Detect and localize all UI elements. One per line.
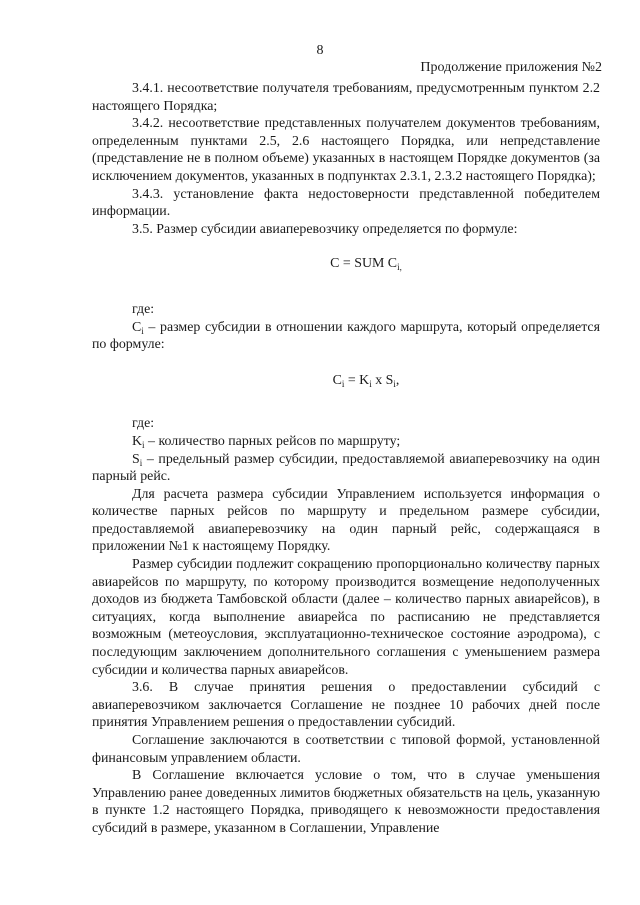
document-body	[92, 80, 600, 838]
page-number: 8	[316, 43, 324, 58]
definition-si: $S_i$ – предельный размер субсидии, предоставляемой авиаперевозчику на один парный рейс.	[92, 451, 600, 485]
paragraph-subsidy-reduction: Размер субсидии подлежит сокращению пропорционально количеству парных авиарейсов по маршруту, по которому производится возмещение недополученных доходов из бюджета Тамбовской области (далее – количество парных авиарейсов), в ситуациях, когда выполнение авиарейса по расписанию не представляется возможным (метеоусловия, эксплуатационно-техническое состояние аэродрома), с последующим заключением дополнительного соглашения с уменьшением размера субсидии и количества парных авиарейсов.	[92, 557, 600, 678]
paragraph-3-6: 3.6. В случае принятия решения о предоставлении субсидий с авиаперевозчиком заключается Соглашение не позднее 10 рабочих дней после принятия Управлением решения о предоставлении субсидий.	[92, 680, 600, 731]
paragraph-3-4-2: 3.4.2. несоответствие представленных получателем документов требованиям, определенным пунктами 2.5, 2.6 настоящего Порядка, или непредставление (представление не в полном объеме) указанных в настоящем Порядке документов (за исключением документов, указанных в подпунктах 2.3.1, 2.3.2 настоящего Порядка);	[92, 116, 600, 184]
appendix-label: Продолжение приложения №2	[420, 60, 602, 75]
paragraph-agreement-form: Соглашение заключаются в соответствии с типовой формой, установленной финансовым управлением области.	[92, 733, 600, 766]
paragraph-3-4-1: 3.4.1. несоответствие получателя требованиям, предусмотренным пунктом 2.2 настоящего Порядка;	[92, 81, 600, 114]
paragraph-3-5: 3.5. Размер субсидии авиаперевозчику определяется по формуле:	[132, 221, 518, 237]
where-label-1: где:	[132, 301, 155, 317]
where-label-2: где:	[132, 416, 155, 432]
formula-total-subsidy: C = SUM $C_{i,}$	[330, 256, 402, 273]
paragraph-3-4-3: 3.4.3. установление факта недостоверности представленной победителем информации.	[92, 186, 600, 220]
definition-ci: $C_i$ – размер субсидии в отношении каждого маршрута, который определяется по формуле:	[92, 319, 600, 353]
paragraph-calculation-info: Для расчета размера субсидии Управлением используется информация о количестве парных рейсов по маршруту и предельном размере субсидии, предоставляемой авиаперевозчику на один парный рейс, содержащаяся в приложении №1 к настоящему Порядку.	[92, 486, 600, 555]
paragraph-agreement-condition: В Соглашение включается условие о том, что в случае уменьшения Управлению ранее доведенных лимитов бюджетных обязательств на цель, указанную в пункте 1.2 настоящего Порядка, приводящего к невозможности предоставления субсидий в размере, указанном в Соглашении, Управление	[92, 768, 600, 836]
definition-ki: $K_i$ – количество парных рейсов по маршруту;	[132, 433, 401, 450]
formula-route-subsidy: $C_i = K_i$ x $S_i$,	[332, 372, 400, 389]
